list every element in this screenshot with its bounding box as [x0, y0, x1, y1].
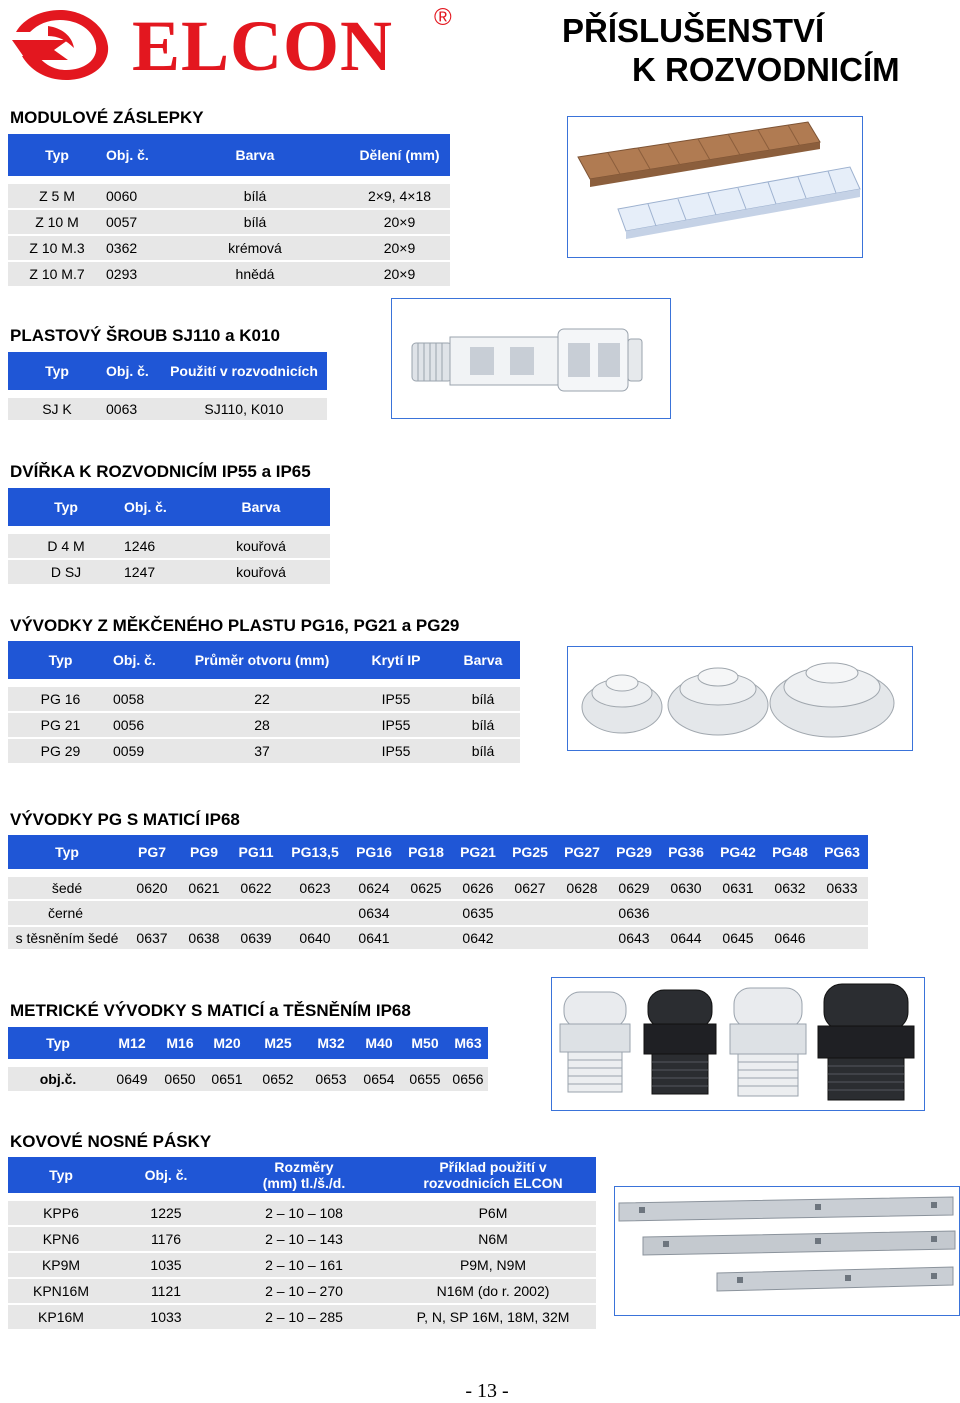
- table-cell: KP9M: [8, 1253, 114, 1277]
- table-cell: 0654: [356, 1067, 402, 1091]
- table-cell: 0656: [448, 1067, 488, 1091]
- table-cell: [230, 901, 282, 925]
- table-cell: 0626: [452, 877, 504, 899]
- table-cell: 0649: [108, 1067, 156, 1091]
- table-cell: 0634: [348, 901, 400, 925]
- table-cell: [660, 901, 712, 925]
- table-cell: 0632: [764, 877, 816, 899]
- column-header: Typ: [8, 134, 106, 176]
- table-cell: [816, 927, 868, 949]
- table-row: [8, 739, 520, 763]
- table-cell: 2 – 10 – 161: [218, 1253, 390, 1277]
- table-cell: 2 – 10 – 143: [218, 1227, 390, 1251]
- table-cell: [556, 901, 608, 925]
- table-header-row: [8, 1027, 488, 1059]
- table-row: [8, 1279, 596, 1303]
- table-cell: kouřová: [192, 560, 330, 584]
- column-header: PG21: [452, 835, 504, 869]
- table-cell: 0625: [400, 877, 452, 899]
- table-cell: 0630: [660, 877, 712, 899]
- table-cell: 0638: [178, 927, 230, 949]
- column-header: Průměr otvoru (mm): [178, 641, 346, 679]
- table-row: [8, 927, 868, 949]
- section-title-doors: DVÍŘKA K ROZVODNICÍM IP55 a IP65: [10, 462, 311, 481]
- table-header-row: [8, 488, 330, 526]
- column-header: Barva: [446, 641, 520, 679]
- table-cell: IP55: [346, 739, 446, 763]
- table-row: [8, 184, 450, 208]
- column-header: Krytí IP: [346, 641, 446, 679]
- column-header: Barva: [161, 134, 349, 176]
- table-cell: PG 21: [8, 713, 113, 737]
- column-header: Obj. č.: [106, 352, 161, 390]
- blanking-plates-table: [8, 134, 450, 286]
- elcon-logo-icon: [8, 6, 112, 82]
- column-header: PG16: [348, 835, 400, 869]
- table-cell: 0633: [816, 877, 868, 899]
- table-cell: N16M (do r. 2002): [390, 1279, 596, 1303]
- table-cell: [712, 901, 764, 925]
- table-cell: 2×9, 4×18: [349, 184, 450, 208]
- plastic-screw-photo: [391, 298, 671, 419]
- section-title-blanking-plates: MODULOVÉ ZÁSLEPKY: [10, 108, 204, 127]
- table-cell: bílá: [446, 739, 520, 763]
- table-cell: KPN16M: [8, 1279, 114, 1303]
- table-cell: 0059: [113, 739, 178, 763]
- table-cell: 0628: [556, 877, 608, 899]
- column-header: PG63: [816, 835, 868, 869]
- table-cell: PG 29: [8, 739, 113, 763]
- soft-plastic-glands-table: [8, 641, 520, 763]
- column-header: PG36: [660, 835, 712, 869]
- table-cell: 0623: [282, 877, 348, 899]
- column-header: Obj. č.: [124, 488, 192, 526]
- table-cell: KP16M: [8, 1305, 114, 1329]
- table-cell: IP55: [346, 713, 446, 737]
- table-cell: krémová: [161, 236, 349, 260]
- column-header: PG9: [178, 835, 230, 869]
- table-row: [8, 1305, 596, 1329]
- column-header: M63: [448, 1027, 488, 1059]
- table-cell: 0058: [113, 687, 178, 711]
- table-row: [8, 901, 868, 925]
- registered-mark: ®: [434, 4, 452, 31]
- plastic-screw-table: [8, 352, 327, 420]
- metric-glands-table: [8, 1027, 488, 1091]
- table-cell: [764, 901, 816, 925]
- table-cell: šedé: [8, 877, 126, 899]
- table-cell: 2 – 10 – 108: [218, 1201, 390, 1225]
- section-title-metric-glands: METRICKÉ VÝVODKY S MATICÍ a TĚSNĚNÍM IP68: [10, 1001, 411, 1020]
- table-cell: hnědá: [161, 262, 349, 286]
- column-header: M25: [250, 1027, 306, 1059]
- table-cell: 2 – 10 – 270: [218, 1279, 390, 1303]
- table-header-row: [8, 835, 868, 869]
- table-cell: 0293: [106, 262, 161, 286]
- table-cell: 1121: [114, 1279, 218, 1303]
- table-cell: 22: [178, 687, 346, 711]
- column-header: Typ: [8, 488, 124, 526]
- table-row: [8, 534, 330, 558]
- doors-table: [8, 488, 330, 584]
- column-header: PG29: [608, 835, 660, 869]
- table-cell: 0057: [106, 210, 161, 234]
- table-cell: [282, 901, 348, 925]
- table-cell: [178, 901, 230, 925]
- table-cell: 0637: [126, 927, 178, 949]
- table-cell: [400, 901, 452, 925]
- table-cell: 0063: [106, 398, 161, 420]
- table-row: [8, 1253, 596, 1277]
- table-cell: N6M: [390, 1227, 596, 1251]
- metal-strips-table: [8, 1157, 596, 1329]
- table-row: [8, 210, 450, 234]
- section-title-soft-plastic-glands: VÝVODKY Z MĚKČENÉHO PLASTU PG16, PG21 a PG29: [10, 616, 460, 635]
- table-cell: 0621: [178, 877, 230, 899]
- table-cell: 0624: [348, 877, 400, 899]
- table-cell: 37: [178, 739, 346, 763]
- table-row: [8, 1067, 488, 1091]
- table-cell: černé: [8, 901, 126, 925]
- table-cell: 0060: [106, 184, 161, 208]
- table-cell: [556, 927, 608, 949]
- table-cell: kouřová: [192, 534, 330, 558]
- table-header-row: [8, 134, 450, 176]
- table-cell: 0639: [230, 927, 282, 949]
- table-cell: SJ110, K010: [161, 398, 327, 420]
- column-header: Typ: [8, 641, 113, 679]
- table-cell: bílá: [446, 687, 520, 711]
- column-header: M50: [402, 1027, 448, 1059]
- table-row: [8, 398, 327, 420]
- table-cell: D SJ: [8, 560, 124, 584]
- table-cell: 0643: [608, 927, 660, 949]
- table-cell: Z 5 M: [8, 184, 106, 208]
- metric-glands-photo: [551, 977, 925, 1111]
- column-header: Obj. č.: [114, 1157, 218, 1193]
- column-header: Obj. č.: [113, 641, 178, 679]
- column-header: Typ: [8, 835, 126, 869]
- table-cell: Z 10 M.7: [8, 262, 106, 286]
- column-header: Typ: [8, 352, 106, 390]
- table-cell: 2 – 10 – 285: [218, 1305, 390, 1329]
- table-cell: Z 10 M: [8, 210, 106, 234]
- column-header: Obj. č.: [106, 134, 161, 176]
- table-cell: [816, 901, 868, 925]
- table-cell: bílá: [161, 184, 349, 208]
- table-cell: 0642: [452, 927, 504, 949]
- column-header: PG25: [504, 835, 556, 869]
- column-header: PG48: [764, 835, 816, 869]
- table-cell: P, N, SP 16M, 18M, 32M: [390, 1305, 596, 1329]
- table-row: [8, 560, 330, 584]
- table-cell: 1225: [114, 1201, 218, 1225]
- section-title-metal-strips: KOVOVÉ NOSNÉ PÁSKY: [10, 1132, 212, 1151]
- table-cell: 1035: [114, 1253, 218, 1277]
- table-cell: 0631: [712, 877, 764, 899]
- table-cell: 0655: [402, 1067, 448, 1091]
- table-header-row: [8, 352, 327, 390]
- table-cell: P9M, N9M: [390, 1253, 596, 1277]
- metal-strips-photo: [614, 1186, 960, 1316]
- table-cell: 0640: [282, 927, 348, 949]
- soft-plastic-glands-photo: [567, 646, 913, 751]
- page-number: - 13 -: [465, 1380, 509, 1402]
- table-row: [8, 877, 868, 899]
- column-header: Typ: [8, 1157, 114, 1193]
- column-header: PG7: [126, 835, 178, 869]
- table-cell: [126, 901, 178, 925]
- table-cell: 0636: [608, 901, 660, 925]
- table-row: [8, 687, 520, 711]
- table-cell: 0620: [126, 877, 178, 899]
- table-cell: bílá: [161, 210, 349, 234]
- column-header: Příklad použití v rozvodnicích ELCON: [390, 1157, 596, 1193]
- table-cell: 0652: [250, 1067, 306, 1091]
- table-cell: 1176: [114, 1227, 218, 1251]
- table-cell: obj.č.: [8, 1067, 108, 1091]
- table-row: [8, 1201, 596, 1225]
- column-header: Dělení (mm): [349, 134, 450, 176]
- table-cell: 0627: [504, 877, 556, 899]
- table-cell: 0653: [306, 1067, 356, 1091]
- table-cell: 0056: [113, 713, 178, 737]
- page-title-line1: PŘÍSLUŠENSTVÍ: [562, 12, 825, 49]
- section-title-plastic-screw: PLASTOVÝ ŠROUB SJ110 a K010: [10, 326, 280, 345]
- table-cell: 0645: [712, 927, 764, 949]
- table-cell: [504, 901, 556, 925]
- column-header: M16: [156, 1027, 204, 1059]
- column-header: PG13,5: [282, 835, 348, 869]
- brand-name: ELCON: [132, 6, 394, 86]
- column-header: M20: [204, 1027, 250, 1059]
- table-cell: 1033: [114, 1305, 218, 1329]
- table-cell: [504, 927, 556, 949]
- section-title-pg-glands: VÝVODKY PG S MATICÍ IP68: [10, 810, 240, 829]
- table-cell: s těsněním šedé: [8, 927, 126, 949]
- table-row: [8, 262, 450, 286]
- pg-glands-table: [8, 835, 868, 949]
- table-cell: 20×9: [349, 262, 450, 286]
- column-header: M32: [306, 1027, 356, 1059]
- table-cell: 0622: [230, 877, 282, 899]
- table-cell: 28: [178, 713, 346, 737]
- column-header: PG11: [230, 835, 282, 869]
- table-cell: KPP6: [8, 1201, 114, 1225]
- column-header: M12: [108, 1027, 156, 1059]
- table-cell: bílá: [446, 713, 520, 737]
- table-cell: 1247: [124, 560, 192, 584]
- table-cell: 0362: [106, 236, 161, 260]
- table-cell: KPN6: [8, 1227, 114, 1251]
- table-cell: 0651: [204, 1067, 250, 1091]
- table-cell: P6M: [390, 1201, 596, 1225]
- table-cell: [400, 927, 452, 949]
- table-row: [8, 236, 450, 260]
- table-cell: IP55: [346, 687, 446, 711]
- table-cell: D 4 M: [8, 534, 124, 558]
- blanking-plates-photo: [567, 116, 863, 258]
- table-cell: 0644: [660, 927, 712, 949]
- table-cell: PG 16: [8, 687, 113, 711]
- table-cell: Z 10 M.3: [8, 236, 106, 260]
- column-header: PG42: [712, 835, 764, 869]
- column-header: Použití v rozvodnicích: [161, 352, 327, 390]
- table-cell: 20×9: [349, 236, 450, 260]
- table-header-row: [8, 641, 520, 679]
- column-header: PG27: [556, 835, 608, 869]
- column-header: PG18: [400, 835, 452, 869]
- column-header: M40: [356, 1027, 402, 1059]
- table-header-row: [8, 1157, 596, 1193]
- table-cell: 1246: [124, 534, 192, 558]
- table-row: [8, 713, 520, 737]
- table-cell: 0646: [764, 927, 816, 949]
- table-cell: 0641: [348, 927, 400, 949]
- page-title-line2: K ROZVODNICÍM: [632, 51, 900, 88]
- table-cell: 20×9: [349, 210, 450, 234]
- table-cell: 0635: [452, 901, 504, 925]
- table-row: [8, 1227, 596, 1251]
- column-header: Barva: [192, 488, 330, 526]
- table-cell: 0650: [156, 1067, 204, 1091]
- column-header: Typ: [8, 1027, 108, 1059]
- table-cell: 0629: [608, 877, 660, 899]
- table-cell: SJ K: [8, 398, 106, 420]
- column-header: Rozměry (mm) tl./š./d.: [218, 1157, 390, 1193]
